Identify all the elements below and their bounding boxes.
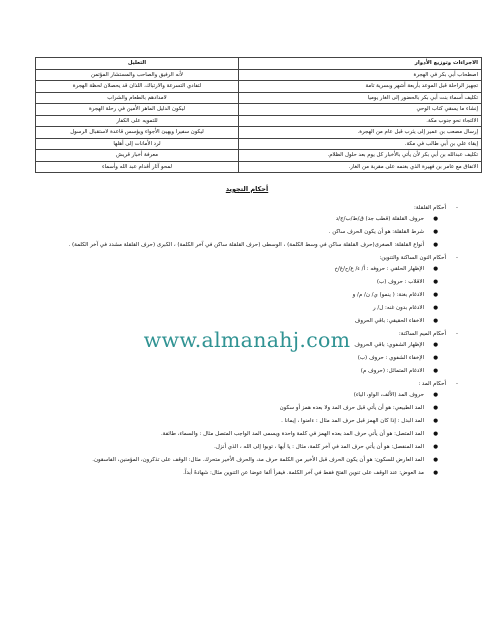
list-item bbox=[38, 292, 458, 299]
table-cell-action: إنشاء ما يسقي كتاب الوحي bbox=[239, 104, 482, 116]
bullet-icon: ● bbox=[433, 392, 438, 398]
table-cell-action: الالتجاء نحو جنوب مكة. bbox=[239, 115, 482, 127]
list-item bbox=[38, 318, 458, 325]
bullet-icon: ● bbox=[433, 292, 438, 298]
group-title bbox=[38, 255, 458, 262]
table-row bbox=[36, 81, 482, 93]
list-item-text: حروف القلقلة (قطب جد) ق/ط/ب/ج/د bbox=[335, 216, 424, 222]
table-cell-reason: لمحو آثار أقدام عبد الله وأسماء bbox=[36, 161, 239, 173]
table-cell-action: تكليف أسماء بنت أبي بكر بالحضور إلى الغار يوميا bbox=[239, 92, 482, 104]
group-title-text: أحكام القلقلة: bbox=[413, 205, 446, 211]
table-row bbox=[36, 69, 482, 81]
table-cell-action: الاتفاق مع عامر بن فهيرة الذي بغنمه على مقربة من الغار. bbox=[239, 161, 482, 173]
list-item-text: الإظهار الشفوي: باقي الحروف bbox=[354, 342, 424, 348]
list-item bbox=[38, 431, 458, 438]
table-cell-action: تكليف عبدالله بن أبي بكر لأن يأتي بالأخبار كل يوم بعد حلول الظلام. bbox=[239, 150, 482, 162]
list-item-text: الادغام المتماثل: (حروف م) bbox=[360, 368, 424, 374]
list-item-text: الادغام بغنة: ( ينمو) ي/ ن/ م/ و bbox=[352, 292, 424, 298]
bullet-icon: ● bbox=[433, 431, 438, 437]
bullet-icon: ● bbox=[433, 279, 438, 285]
table-row bbox=[36, 92, 482, 104]
group-title bbox=[38, 381, 458, 388]
bullet-icon: ● bbox=[433, 305, 438, 311]
group-title-text: أحكام الميم الساكنة: bbox=[398, 331, 446, 337]
list-item-text: المد العارض للسكون: هو أن يكون الحرف قبل الأخير من الكلمة حرف مد، والحرف الأخير متحرك. مثال: الوقف على تذكرون، المؤمنين، الفاسقون. bbox=[92, 457, 424, 463]
table-header-row bbox=[36, 58, 482, 70]
group-title bbox=[38, 205, 458, 212]
list-item-text: المد المنفصل: هو أن يأتي حرف المد في آخر كلمة، مثال : يا أيها ، توبوا إلى الله ، الذي أنزل. bbox=[214, 444, 424, 450]
table-cell-reason: لتفادي التسرعة والارتباك، اللذان قد يحصلان لحظة الهجرة bbox=[36, 81, 239, 93]
table-cell-reason: لأنه الرفيق والصاحب والمستشار المؤتمن bbox=[36, 69, 239, 81]
list-item bbox=[38, 392, 458, 399]
bullet-icon: ● bbox=[433, 368, 438, 374]
list-item-text: شرط القلقلة: هو أن يكون الحرف ساكن . bbox=[328, 229, 424, 235]
table-cell-action: إرسال مصعب بن عمير إلى يثرب قبل عام من الهجرة. bbox=[239, 127, 482, 139]
list-item-text: الادغام بدون غنه: ل/ ر bbox=[372, 305, 424, 311]
group-noon-sakina bbox=[38, 255, 458, 325]
list-item bbox=[38, 405, 458, 412]
list-item bbox=[38, 279, 458, 286]
watermark: www.almanahj.com bbox=[143, 328, 351, 352]
bullet-icon: ● bbox=[433, 355, 438, 361]
bullet-icon: ● bbox=[433, 444, 438, 450]
bullet-icon: ● bbox=[433, 342, 438, 348]
section-title: أحكام التجويد bbox=[225, 185, 269, 193]
list-item-text: المد البدل : إذا كان الهمز قبل حرف المد مثال : ءامنوا ، إيمانا . bbox=[281, 418, 424, 424]
table-row bbox=[36, 138, 482, 150]
list-item bbox=[38, 418, 458, 425]
list-item-text: حروف المد (الألف، الواو، الياء) bbox=[353, 392, 424, 398]
bullet-icon: ● bbox=[433, 418, 438, 424]
table-header-actions: الاجراءات وتوزيع الأدوار bbox=[239, 58, 482, 70]
list-item bbox=[38, 229, 458, 236]
table-row bbox=[36, 161, 482, 173]
list-item-text: الاخفاء الحقيقي: باقي الحروف bbox=[354, 318, 424, 324]
list-item-text: المد المتصل: هو أن يأتي حرف المد بعده الهمز في كلمة واحدة ويسمى المد الواجب المتصل مثال : والسماء، طائفة. bbox=[160, 431, 424, 437]
table-row bbox=[36, 127, 482, 139]
table-cell-reason: ليكون سفيرا ويهيئ الأجواء ويؤسس قاعدة لاستقبال الرسول bbox=[36, 127, 239, 139]
dash-bullet-icon: - bbox=[456, 331, 458, 337]
list-item-text: الاقلاب : حروف (ب) bbox=[376, 279, 424, 285]
bullet-icon: ● bbox=[433, 266, 438, 272]
group-title-text: أحكام النون الساكنة والتنوين: bbox=[379, 255, 446, 261]
list-item bbox=[38, 444, 458, 451]
table-cell-reason: للتمويه على الكفار bbox=[36, 115, 239, 127]
hijra-table bbox=[35, 57, 482, 173]
table-header-reason: التعليل bbox=[36, 58, 239, 70]
dash-bullet-icon: - bbox=[456, 205, 458, 211]
list-item bbox=[38, 266, 458, 273]
list-item bbox=[38, 355, 458, 362]
list-item bbox=[38, 305, 458, 312]
bullet-icon: ● bbox=[433, 405, 438, 411]
list-item bbox=[38, 368, 458, 375]
group-qalqala bbox=[38, 205, 458, 249]
item-list bbox=[38, 216, 458, 249]
table-cell-reason: لامدادهم بالطعام والشراب bbox=[36, 92, 239, 104]
bullet-icon: ● bbox=[433, 229, 438, 235]
table-row bbox=[36, 115, 482, 127]
bullet-icon: ● bbox=[433, 216, 438, 222]
table-cell-reason: معرفة أخبار قريش bbox=[36, 150, 239, 162]
list-item-text: أنواع القلقلة: الصغرى(حرف القلقلة ساكن في وسط الكلمة) ، الوسطى (حرف القلقلة ساكن في آخر الكلمة) ، الكبرى (حرف القلقلة مشدد في آخر الكلمة) . bbox=[68, 242, 424, 248]
table-cell-reason: لرد الأمانات إلى أهلها bbox=[36, 138, 239, 150]
list-item bbox=[38, 242, 458, 249]
list-item-text: الإخفاء الشفوي : حروف (ب) bbox=[357, 355, 424, 361]
table-cell-action: إبقاء علي بن أبي طالب في مكة. bbox=[239, 138, 482, 150]
table-cell-reason: ليكون الدليل الماهر الأمين في رحلة الهجرة bbox=[36, 104, 239, 116]
list-item bbox=[38, 216, 458, 223]
bullet-icon: ● bbox=[433, 318, 438, 324]
group-title-text: أحكام المد : bbox=[418, 381, 446, 387]
bullet-icon: ● bbox=[433, 457, 438, 463]
bullet-icon: ● bbox=[433, 470, 438, 476]
item-list bbox=[38, 392, 458, 477]
table-cell-action: اصطحاب أبي بكر في الهجرة bbox=[239, 69, 482, 81]
list-item bbox=[38, 457, 458, 464]
table-cell-action: تجهيز الراحلة قبل الموعد بأربعة أشهر وبسرية تامة bbox=[239, 81, 482, 93]
table-row bbox=[36, 104, 482, 116]
list-item-text: المد الطبيعي: هو أن يأتي قبل حرف المد ولا بعده همز أو سكون bbox=[279, 405, 424, 411]
dash-bullet-icon: - bbox=[456, 255, 458, 261]
item-list bbox=[38, 266, 458, 325]
list-item bbox=[38, 470, 458, 477]
group-madd bbox=[38, 381, 458, 477]
list-item-text: مد العوض: عند الوقف على تنوين الفتح فقط في آخر الكلمة. فيقرأ ألفا عوضا عن التنوين مثال: شهادةً أبداً. bbox=[183, 470, 424, 476]
list-item-text: الإظهار الحلقي : حروفه : أ/ ء/ ع/ح/غ/خ bbox=[334, 266, 424, 272]
table-row bbox=[36, 150, 482, 162]
bullet-icon: ● bbox=[433, 242, 438, 248]
dash-bullet-icon: - bbox=[456, 381, 458, 387]
